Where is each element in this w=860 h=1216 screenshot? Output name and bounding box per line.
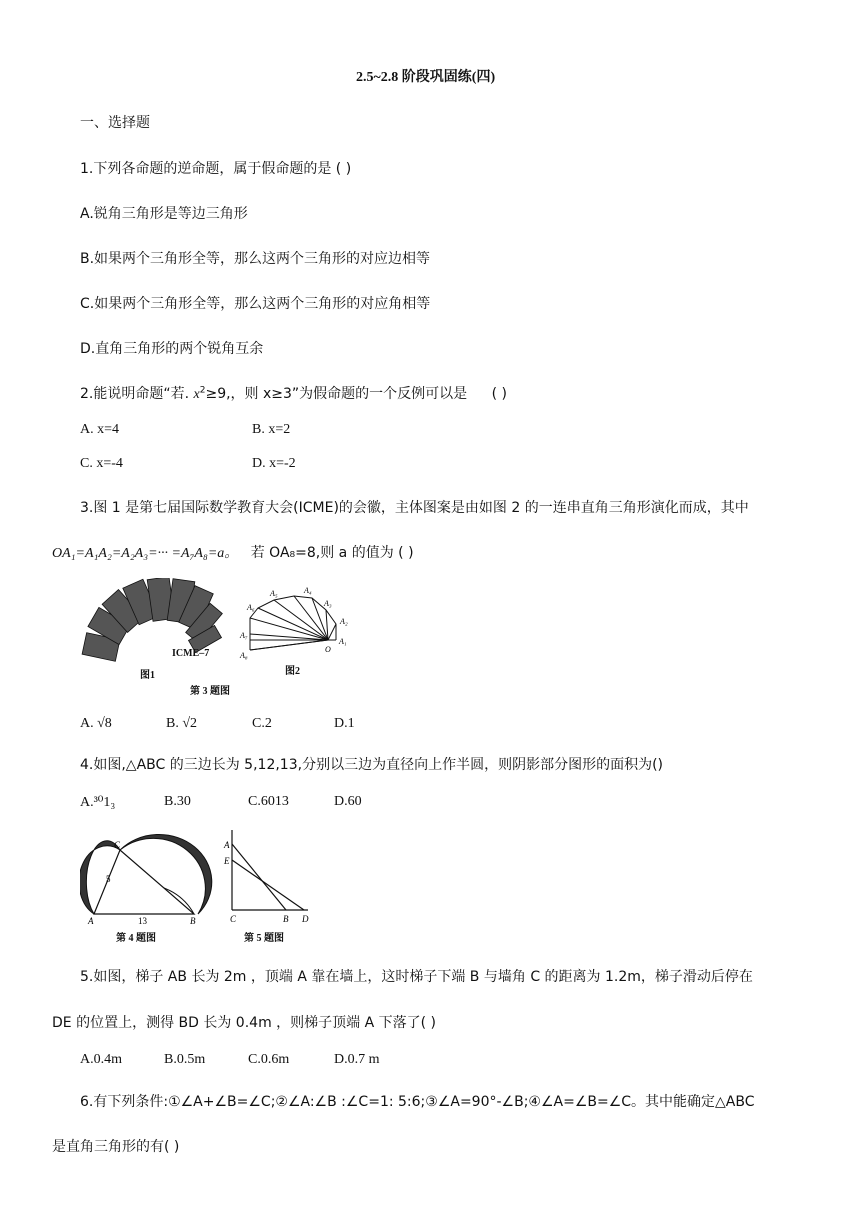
- label-a6: A₆: [247, 603, 255, 612]
- question-2-x-squared: x: [193, 387, 200, 402]
- label-b: B: [283, 914, 289, 924]
- label-a2: A₂: [340, 617, 348, 626]
- question-1-option-b: B.如果两个三角形全等，那么这两个三角形的对应边相等: [80, 251, 431, 267]
- ladder-de: [232, 860, 304, 910]
- question-1-stem: 1.下列各命题的逆命题，属于假命题的是 ( ): [80, 161, 352, 177]
- label-a7: A₇: [240, 631, 248, 640]
- label-a8: A₈: [240, 651, 248, 660]
- label-a1: A₁: [339, 637, 347, 646]
- question-5-line1: 5.如图，梯子 AB 长为 2m ，顶端 A 靠在墙上，这时梯子下端 B 与墙角 C 的距离为 1.2m，梯子滑动后停在: [80, 969, 753, 985]
- figure-5-caption: 第 5 题图: [244, 933, 284, 944]
- question-3-line2: [52, 542, 414, 562]
- label-o: O: [325, 645, 331, 654]
- question-6-line2: 是直角三角形的有( ): [52, 1139, 180, 1155]
- question-1-option-a: A.锐角三角形是等边三角形: [80, 206, 248, 222]
- label-b: B: [190, 916, 196, 926]
- label-d: D: [302, 914, 309, 924]
- figure-4-caption: 第 4 题图: [116, 933, 156, 944]
- question-2-option-c: C. x=-4: [80, 456, 123, 471]
- question-3-formula: OA₁=A₁A₂=A₂A₃=··· =A₇A₈=a。: [52, 546, 239, 561]
- label-a4: A₄: [304, 586, 312, 595]
- question-4-option-c: C.6013: [248, 794, 289, 809]
- question-4-option-b: B.30: [164, 794, 191, 809]
- figure-1-caption: 图1: [140, 670, 155, 681]
- question-4-option-d: D.60: [334, 794, 362, 809]
- section-heading: 一、选择题: [80, 115, 150, 131]
- question-3-option-c: C.2: [252, 716, 272, 731]
- question-2-option-b: B. x=2: [252, 422, 291, 437]
- icme-label: ICME–7: [172, 648, 210, 659]
- question-3-option-d: D.1: [334, 716, 355, 731]
- label-a5: A₅: [270, 589, 278, 598]
- question-2-paren: ( ): [491, 386, 508, 402]
- question-2-stem-mid: ≥9,，则 x≥3”为假命题的一个反例可以是: [205, 386, 468, 402]
- label-a: A: [224, 840, 230, 850]
- question-2-option-a: A. x=4: [80, 422, 120, 437]
- question-6-line1: 6.有下列条件:①∠A+∠B=∠C;②∠A:∠B :∠C=1: 5:6;③∠A=90°-∠B;④∠A=∠B=∠C。其中能确定△ABC: [80, 1094, 755, 1110]
- label-c: C: [114, 840, 121, 850]
- question-2-exponent: 2: [199, 385, 206, 396]
- question-4-stem: 4.如图,△ABC 的三边长为 5,12,13,分别以三边为直径向上作半圆，则阴影部分图形的面积为(): [80, 757, 663, 773]
- question-3-option-b: B. √2: [166, 716, 198, 731]
- page-title: 2.5~2.8 阶段巩固练(四): [356, 70, 496, 85]
- label-13: 13: [138, 916, 147, 926]
- question-3-rest: 若 OA₈=8,则 a 的值为 ( ): [250, 545, 414, 561]
- question-3-figure: [80, 578, 380, 698]
- question-4-figure: [80, 826, 220, 950]
- question-3-option-a: A. √8: [80, 716, 112, 731]
- label-12: 12: [152, 862, 161, 872]
- label-c: C: [230, 914, 237, 924]
- label-e: E: [224, 856, 230, 866]
- question-5-option-b: B.0.5m: [164, 1052, 206, 1067]
- question-5-option-c: C.0.6m: [248, 1052, 290, 1067]
- figure-2-caption: 图2: [285, 666, 300, 677]
- question-5-line2: DE 的位置上，测得 BD 长为 0.4m ，则梯子顶端 A 下落了( ): [52, 1015, 437, 1031]
- question-1-option-d: D.直角三角形的两个锐角互余: [80, 341, 264, 357]
- question-2-stem: [80, 383, 507, 403]
- question-2-stem-pre: 2.能说明命题“若.: [80, 386, 190, 402]
- question-5-option-d: D.0.7 m: [334, 1052, 380, 1067]
- ladder-ab: [232, 844, 286, 910]
- question-5-option-a: A.0.4m: [80, 1052, 122, 1067]
- figure-3-caption: 第 3 题图: [190, 686, 230, 697]
- question-5-figure: [222, 826, 322, 950]
- label-a3: A₃: [324, 599, 332, 608]
- question-4-option-a: A.³⁰1₃: [80, 795, 116, 810]
- question-2-option-d: D. x=-2: [252, 456, 296, 471]
- label-a: A: [88, 916, 94, 926]
- label-5: 5: [106, 874, 111, 884]
- question-1-option-c: C.如果两个三角形全等，那么这两个三角形的对应角相等: [80, 296, 431, 312]
- question-3-line1: 3.图 1 是第七届国际数学教育大会(ICME)的会徽，主体图案是由如图 2 的一连串直角三角形演化而成，其中: [80, 500, 749, 516]
